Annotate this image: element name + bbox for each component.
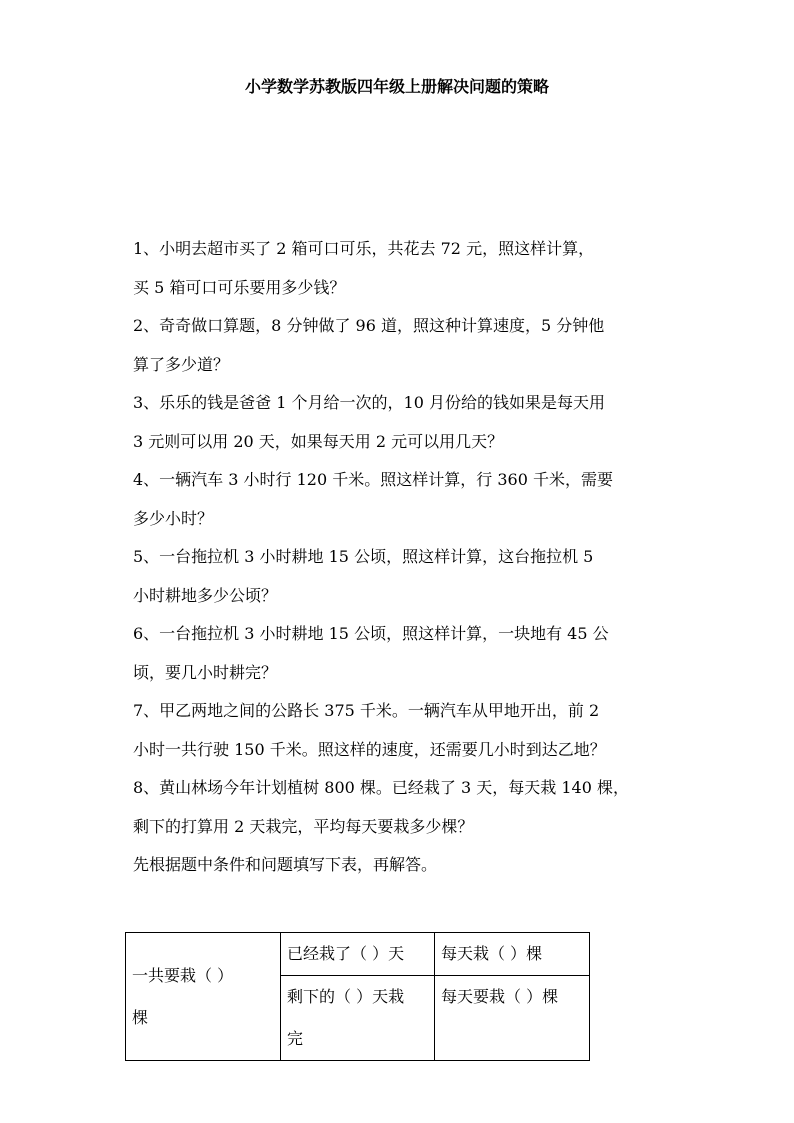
problem-3-line-2: 3 元则可以用 20 天，如果每天用 2 元可以用几天？ (133, 431, 504, 451)
remaining-days-cell[interactable] (281, 976, 435, 1061)
total-trees-cell[interactable] (126, 933, 281, 1061)
table-row (126, 933, 590, 976)
problem-2-line-1: 2、奇奇做口算题，8 分钟做了 96 道，照这种计算速度，5 分钟他 (133, 316, 605, 335)
total-trees-label-line-2: 棵 (132, 1007, 149, 1027)
problem-5-line-2: 小时耕地多少公顷？ (133, 585, 278, 605)
table-instruction: 先根据题中条件和问题填写下表，再解答。 (133, 855, 438, 874)
fill-in-table (125, 932, 590, 1061)
document-title: 小学数学苏教版四年级上册解决问题的策略 (244, 77, 549, 96)
problem-3-line-1: 3、乐乐的钱是爸爸 1 个月给一次的，10 月份给的钱如果是每天用 (133, 393, 605, 412)
problem-6-line-1: 6、一台拖拉机 3 小时耕地 15 公顷，照这样计算，一块地有 45 公 (133, 624, 609, 643)
total-trees-label-line-1: 一共要栽（ ） (132, 965, 234, 985)
per-day-cell[interactable] (435, 933, 590, 976)
problem-1-line-1: 1、小明去超市买了 2 箱可口可乐，共花去 72 元，照这样计算， (133, 239, 595, 258)
problem-8-line-1: 8、黄山林场今年计划植树 800 棵。已经栽了 3 天，每天栽 140 棵， (133, 778, 629, 797)
problem-7-line-2: 小时一共行驶 150 千米。照这样的速度，还需要几小时到达乙地？ (133, 739, 606, 759)
planted-days-cell[interactable] (281, 933, 435, 976)
problem-4-line-1: 4、一辆汽车 3 小时行 120 千米。照这样计算，行 360 千米，需要 (133, 470, 613, 489)
per-day-label: 每天栽（ ）棵 (441, 944, 543, 963)
remaining-days-label-line-1: 剩下的（ ）天栽 (287, 987, 405, 1006)
problem-1-line-2: 买 5 箱可口可乐要用多少钱？ (133, 277, 346, 297)
problem-8-line-2: 剩下的打算用 2 天栽完，平均每天要栽多少棵？ (133, 816, 474, 836)
planted-days-label: 已经栽了（ ）天 (287, 944, 405, 963)
problem-7-line-1: 7、甲乙两地之间的公路长 375 千米。一辆汽车从甲地开出，前 2 (133, 701, 600, 720)
problem-6-line-2: 顷，要几小时耕完？ (133, 662, 278, 682)
problem-list (133, 230, 673, 885)
remaining-days-label-line-2: 完 (287, 1029, 304, 1048)
problem-5-line-1: 5、一台拖拉机 3 小时耕地 15 公顷，照这样计算，这台拖拉机 5 (133, 547, 594, 566)
per-day-needed-cell[interactable] (435, 976, 590, 1061)
problem-4-line-2: 多少小时？ (133, 508, 214, 528)
per-day-needed-label: 每天要栽（ ）棵 (441, 987, 559, 1006)
problem-2-line-2: 算了多少道？ (133, 354, 230, 374)
